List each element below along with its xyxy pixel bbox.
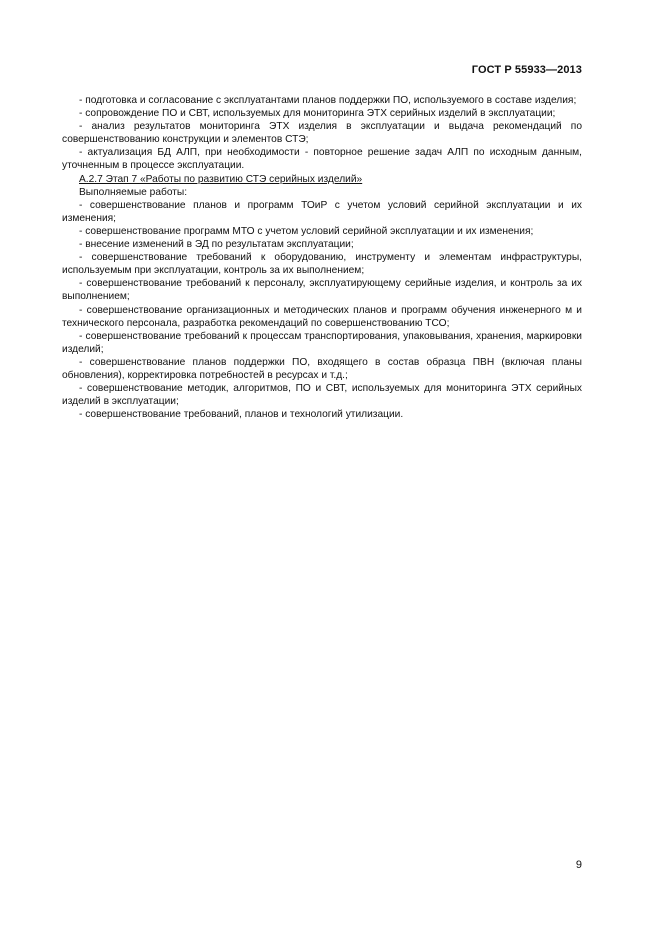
paragraph: - совершенствование планов и программ ТОиР с учетом условий серийной эксплуатации и их изменения; [62, 199, 582, 224]
paragraph: - внесение изменений в ЭД по результатам эксплуатации; [79, 239, 354, 251]
section-heading-text: А.2.7 Этап 7 «Работы по развитию СТЭ серийных изделий» [79, 173, 363, 185]
paragraph: - подготовка и согласование с эксплуатантами планов поддержки ПО, используемого в составе изделия; [79, 95, 577, 106]
page-number: 9 [575, 859, 582, 871]
section-intro: Выполняемые работы: [79, 186, 188, 198]
paragraph: - актуализация БД АЛП, при необходимости - повторное решение задач АЛП по исходным данным, уточненным в процессе эксплуатации. [62, 147, 582, 172]
paragraph: - сопровождение ПО и СВТ, используемых для мониторинга ЭТХ серийных изделий в эксплуатации; [79, 108, 556, 120]
paragraph: - совершенствование требований к процессам транспортирования, упаковывания, хранения, маркировки изделий; [62, 330, 582, 355]
document-body [62, 94, 582, 421]
paragraph: - совершенствование требований, планов и технологий утилизации. [79, 409, 404, 421]
section-heading [62, 173, 582, 186]
standard-header: ГОСТ Р 55933—2013 [471, 64, 582, 76]
paragraph: - совершенствование требований к персоналу, эксплуатирующему серийные изделия, и контроль за их выполнением; [62, 278, 582, 303]
paragraph: - анализ результатов мониторинга ЭТХ изделия в эксплуатации и выдача рекомендаций по совершенствованию конструкции и элементов СТЭ; [62, 121, 582, 146]
paragraph: - совершенствование планов поддержки ПО, входящего в состав образца ПВН (включая планы обновления), корректировка потребностей в ресурсах и т.д.; [62, 356, 582, 381]
paragraph: - совершенствование программ МТО с учетом условий серийной эксплуатации и их изменения; [79, 225, 534, 237]
paragraph: - совершенствование методик, алгоритмов, ПО и СВТ, используемых для мониторинга ЭТХ серийных изделий в эксплуатации; [62, 383, 582, 408]
paragraph: - совершенствование требований к оборудованию, инструменту и элементам инфраструктуры, используемым при эксплуатации, контроль за их выполнением; [62, 252, 582, 277]
paragraph: - совершенствование организационных и методических планов и программ обучения инженерного м и технического персонала, разработка рекомендаций по совершенствованию ТСО; [62, 304, 582, 329]
